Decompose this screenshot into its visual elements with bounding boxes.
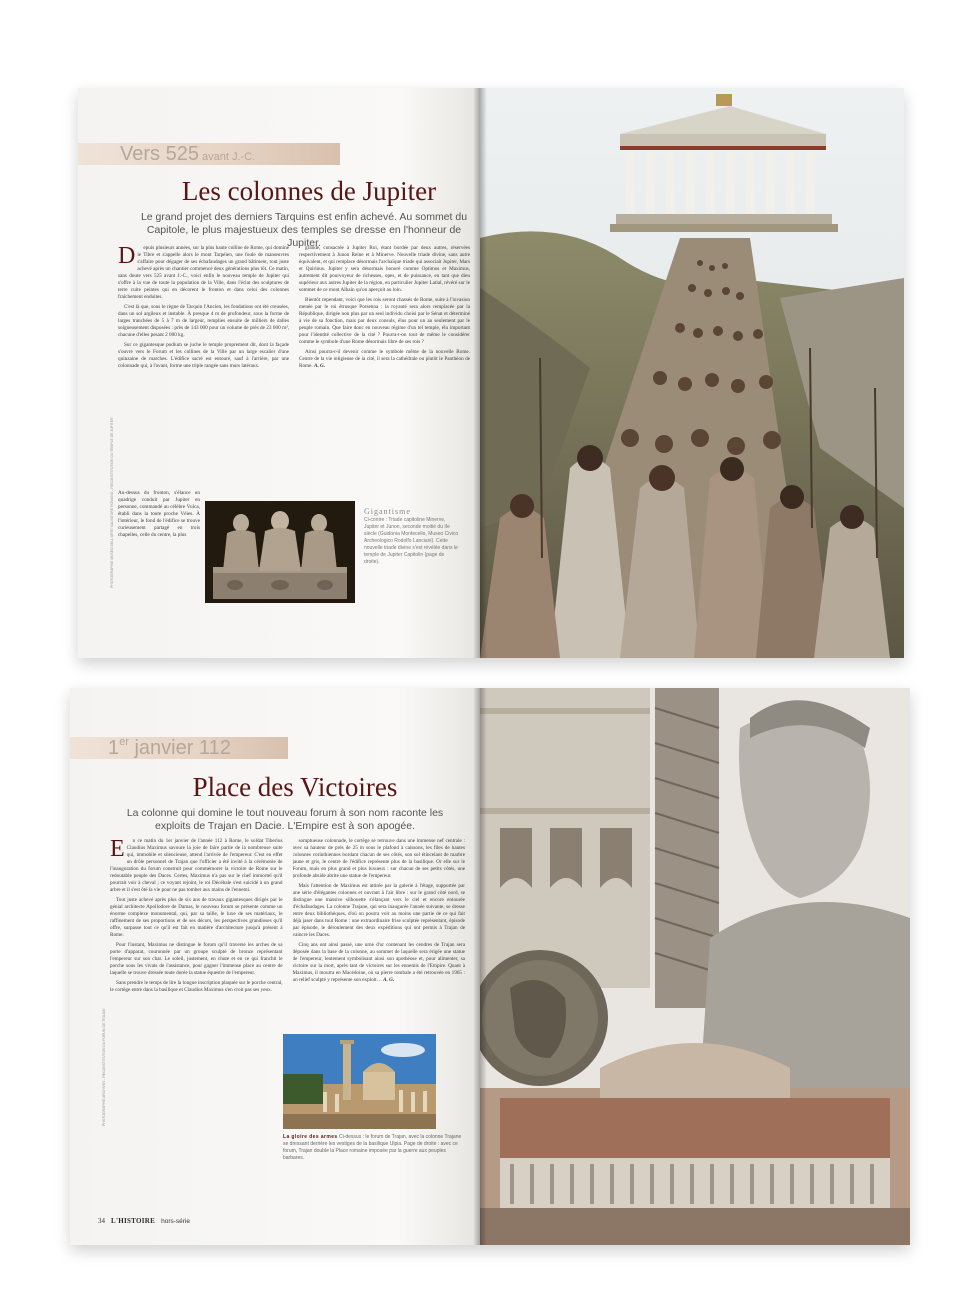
left-page-jupiter bbox=[78, 88, 480, 658]
article-headline: Place des Victoires bbox=[192, 772, 398, 802]
drop-cap: D bbox=[118, 245, 136, 269]
caption-title: La gloire des armes bbox=[283, 1134, 338, 1140]
article-column-2: somptueuse colonnade, le cortège se retrouve dans une immense nef centrale : avec sa hauteur de près de 25 m sous le plafond à caissons, les files de hautes colonnes corinthiennes bordant chacun de ses côtés, son sol étincelant de marbre jaune et gris, le centre de l'édifice représente plus de la basilique. Or elle sur le Forum, mais en plus grand et plus luxueux : sur chacun de ses petits côtés, une profonde abside abrite une statue de l'empereur. Mais l'attention de Maximus est attirée par la galerie à l'étage, supportée par une série d'élégantes colonnes et ouvrant à l'air libre : sur le grand côté nord, se distingue une massive silhouette s'élançant vers le ciel et encore entourée d'échafaudages. La colonne Trajane, qui sera inaugurée l'année suivante, se dresse entre deux bibliothèques, d'où on pourra voir au moins une partie de ce qui fait déjà jaser dans tout Rome : une extraordinaire frise sculptée représentant, épisode par épisode, le déroulement des deux expéditions qui ont permis à Trajan de vaincre les Daces. Cinq ans ont ainsi passé, une urne d'or contenant les cendres de Trajan sera déposée dans la base de la colonne, au sommet de laquelle sera érigée une statue de l'empereur, lentement symbolisant ainsi son apothéose et, pour alimenter, sa victoire sur la mort, après tant de victoires sur les ennemis de l'Empire. Quant à Maximus, il mourra en Macédoine, où sa pierre tombale a été retrouvée en 1965 : un relief sculpté y représente son exploit… A. G. bbox=[292, 838, 465, 983]
date-band: 1er janvier 112 bbox=[70, 737, 288, 759]
article-column-continuation: Au-dessus du fronton, s'élance un quadrige conduit par Jupiter en personne, commandé au célèbre Vulca, établi dans la toute proche Véies. À l'intérieur, le fond de l'édifice se trouve curieusement partagé en trois chapelles, celle du centre, la plus bbox=[118, 490, 200, 538]
date-band: Vers 525 avant J.-C. bbox=[78, 143, 340, 165]
caption-title: Gigantisme bbox=[364, 507, 411, 516]
spine-shadow bbox=[473, 88, 487, 658]
temple-illustration bbox=[480, 88, 904, 658]
magazine-logo: L'HISTOIRE bbox=[111, 1217, 156, 1225]
section-label: hors-série bbox=[161, 1217, 191, 1225]
page-folio bbox=[98, 1217, 190, 1225]
page-number: 34 bbox=[98, 1217, 105, 1225]
capitoline-triad-photo bbox=[205, 501, 355, 603]
photo-credit: PHOTOGRAPHIE ARCHIVES - RECONSTITUTION DU FORUM DE TRAJAN bbox=[102, 1008, 106, 1126]
author-signature: A. G. bbox=[314, 363, 326, 369]
trajan-forum-photo bbox=[283, 1034, 436, 1129]
article-column-1: D epuis plusieurs années, sur la plus haute colline de Rome, qui domine le Tibre et s'appelle alors le mont Tarpéien, une foule de manœuvres s'affaire pour dégager de ses échafaudages un grand bâtiment, tout juste achevé après un chantier commencé deux générations plus tôt. Ce matin, sans doute vers 525 avant J.-C., voici enfin le nouveau temple de Jupiter qui s'offre à la vue de toute la population de la Ville, dans l'éclat des sculptures de terre cuite peintes qui en décorent le fronton et dans celui des colonnes fraîchement enduites. C'est là que, sous le règne de Tarquin l'Ancien, les fondations ont été creusées, dans un sol argileux et instable. À presque 4 m de profondeur, sous la forme de larges tranchées de 5 à 7 m de largeur, remplies ensuite de milliers de dalles soigneusement disposées : près de 143 000 pour un volume de près de 23 000 m³, chacune d'elles pesant 2 000 kg. Sur ce gigantesque podium se juche le temple proprement dit, dont la façade s'ouvre vers le Forum et les collines de la Ville par un large escalier d'une quinzaine de marches. L'édifice sacré est entouré, sauf à l'arrière, par une colonnade qui, à l'avant, forme une triple rangée sans murs latéraux. bbox=[118, 245, 289, 369]
photo-credit: PHOTOGRAPHIE MUSEO DELL'ARTE SALVATORE ROMANO - RECONSTITUTION DU TEMPLE DE JUPITER bbox=[110, 417, 114, 588]
article-headline: Les colonnes de Jupiter bbox=[181, 176, 437, 206]
article-body bbox=[118, 245, 470, 490]
spine-shadow bbox=[473, 688, 487, 1245]
article-standfirst: La colonne qui domine le tout nouveau forum à son nom raconte les exploits de Trajan en Dacie. L'Empire est à son apogée. bbox=[126, 807, 444, 832]
forum-illustration bbox=[480, 688, 910, 1245]
photo-caption bbox=[364, 508, 460, 566]
article-column-2: grande, consacrée à Jupiter Roi, étant bordée par deux autres, réservées respectivement à Junon Reine et à Minerve. Nouvelle triade divine, sans autre équivalent, et qui remplace désormais l'archaïque triade qui associait Jupiter, Mars et Quirinus. Jupiter y sera désormais honoré comme Optimus et Maximus, autrement dit pourvoyeur de richesses, opes, et de puissance, en tant que dieu supérieur aux autres Jupiter de la région, en particulier Jupiter Latial, révéré sur le sommet de ce mont Albain qu'on aperçoit au loin. Bientôt cependant, voici que les rois seront chassés de Rome, suite à l'invasion menée par le roi étrusque Porsenna : la royauté sera alors remplacée par la République, dirigée non plus par un seul individu choisi par le Sénat et déterminé à vie de sa fonction, mais par deux consuls, élus pour un an seulement par le peuple romain. Que faire donc en nouveau régime d'un tel temple, élu important pour l'identité collective de la cité ? Pourra-t-on tout de même le considérer comme le symbole d'une Rome désormais libre de ses rois ? Ainsi pourra-t-il devenir comme le symbole même de la nouvelle Rome. Centre de la vie religieuse de la cité, il sera la cathédrale ou plutôt le Panthéon de Rome. A. G. bbox=[299, 245, 470, 369]
article-standfirst: Le grand projet des derniers Tarquins est enfin achevé. Au sommet du Capitole, le plus majestueux des temples se dresse en l'honneur de Jupiter. bbox=[140, 211, 468, 249]
drop-cap: E bbox=[110, 838, 125, 862]
author-signature: A. G. bbox=[383, 977, 395, 983]
photo-caption bbox=[283, 1134, 463, 1162]
magazine-spread-jupiter bbox=[78, 88, 904, 658]
magazine-spread-trajan bbox=[70, 688, 910, 1245]
caption-body: Ci-dessus : le forum de Trajan, avec la colonne Trajane se dressant derrière les vestiges de la basilique Ulpia. Page de droite : avec ce forum, Trajan double la Place romaine imposée par la guerre aux peuples barbares. bbox=[283, 1134, 462, 1161]
article-column-1: E n ce matin du 1er janvier de l'année 112 à Rome, le soldat Tiberius Claudius Maximus savoure la joie de faire partie de la nombreuse suite qui, immobile et silencieuse, attend l'arrivée de l'empereur. C'est en effet un drôle personnel de Trajan que l'officier a été invité à la cérémonie de l'inauguration du forum construit pour commémorer la victoire de Rome sur le redoutable peuple des Daces. Certes, Maximus n'a pas sur le chef immortel qu'il pourrait voir à cheval ; ce voyant rejoint, le roi Décébale s'est suicidé à un grand arbre et il s'est ôté la vie pour ne pas tomber aux mains de l'ennemi. Tout juste achevé après plus de six ans de travaux gigantesques dirigés par le génial architecte Apollodore de Damas, le nouveau forum se présente comme un énorme complexe monumental, qui, par sa taille, le luxe de ses matériaux, le raffinement de ses proportions et de ses décors, les perspectives grandioses qu'il offre, surpasse tout ce qu'il est fait en matière d'architecture jusqu'à présent à Rome. Pour l'instant, Maximus ne distingue le forum qu'il traverse les arches de sa porte d'apparat, couronnée par un groupe sculpté de bronze représentant l'empereur sur son char. Le soleil, justement, en chute et en ce qui franchit le porche sous les vivats de l'assistance, pour gagner l'immense place au centre de laquelle se trouve dressée toute dorée la statue équestre de l'empereur. Sans prendre le temps de lire la longue inscription plaquée sur le porche central, le cortège entre dans la basilique et Claudius Maximus s'en croit pas ses yeux. bbox=[110, 838, 283, 993]
caption-body: Ci-contre : Triade capitoline Minerve, Jupiter et Junon, seconde moitié du IIe siècle (Guidonia Montecelio, Museo Civico Archeologico Rodolfo Lanciani). Cette nouvelle triade divine s'est révélée dans le temple de Jupiter Capitolin (page de droite). bbox=[364, 517, 459, 565]
left-page-trajan bbox=[70, 688, 480, 1245]
